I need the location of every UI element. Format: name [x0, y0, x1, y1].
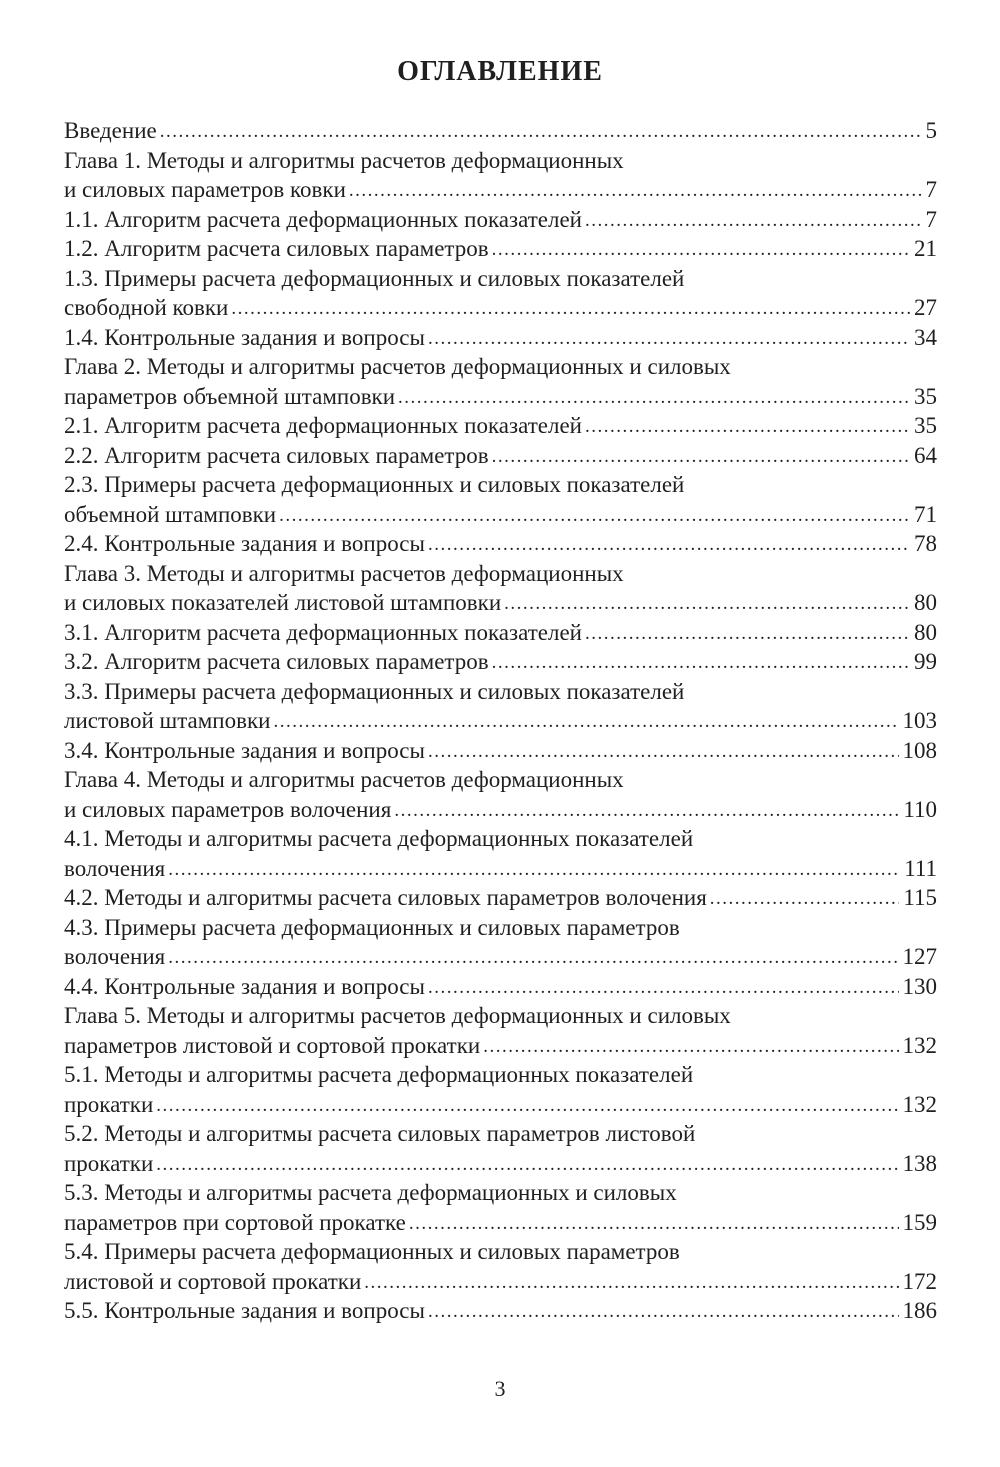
toc-entry-line: [64, 1178, 937, 1208]
dot-leader: [279, 499, 910, 531]
toc-entry-line: [64, 352, 937, 382]
toc-entry-text: 2.4. Контрольные задания и вопросы: [64, 531, 425, 556]
toc-entry-line: [64, 1119, 937, 1149]
toc-entry: [64, 913, 937, 972]
toc-page-number: 108: [902, 737, 937, 763]
toc-entry-line: [64, 1296, 937, 1326]
dot-leader: [394, 794, 899, 826]
toc-page-number: 35: [914, 413, 937, 438]
toc-entry-line: [64, 529, 937, 559]
dot-leader: [160, 115, 922, 147]
dot-leader: [492, 440, 910, 472]
dot-leader: [710, 882, 900, 914]
toc-entry-text: 2.1. Алгоритм расчета деформационных показателей: [64, 413, 582, 438]
toc-entry-text: 5.1. Методы и алгоритмы расчета деформационных показателей: [64, 1062, 694, 1087]
dot-leader: [585, 617, 910, 649]
toc-page-number: 7: [925, 177, 937, 202]
toc-entry-text: 5.5. Контрольные задания и вопросы: [64, 1298, 425, 1323]
toc-page-number: 35: [914, 383, 937, 409]
toc-entry-text: 1.1. Алгоритм расчета деформационных показателей: [64, 206, 582, 232]
toc-entry-text: 1.3. Примеры расчета деформационных и силовых показателей: [64, 265, 685, 291]
toc-entry: [64, 559, 937, 618]
toc-entry-text: и силовых параметров волочения: [64, 796, 392, 822]
dot-leader: [504, 587, 910, 619]
dot-leader: [409, 1207, 899, 1239]
toc-entry-line: [64, 706, 937, 736]
toc-entry: [64, 441, 937, 471]
toc-page-number: 80: [914, 590, 937, 615]
toc-entry-text: 1.4. Контрольные задания и вопросы: [64, 324, 425, 350]
toc-entry-text: 4.2. Методы и алгоритмы расчета силовых параметров волочения: [64, 885, 707, 910]
dot-leader: [483, 1030, 898, 1062]
dot-leader: [156, 1148, 898, 1180]
toc-entry-line: [64, 618, 937, 648]
toc-entry-text: свободной ковки: [64, 295, 229, 320]
toc-entry-line: [64, 1267, 937, 1297]
toc-entry: [64, 1001, 937, 1060]
dot-leader: [428, 322, 910, 354]
dot-leader: [428, 735, 899, 767]
toc-entry-text: параметров объемной штамповки: [64, 383, 396, 409]
toc-entry-line: [64, 1090, 937, 1120]
dot-leader: [168, 941, 898, 973]
toc-entry-line: [64, 1149, 937, 1179]
toc-page-number: 132: [902, 1032, 937, 1058]
toc-page-number: 186: [902, 1298, 937, 1323]
toc-page-number: 71: [914, 501, 937, 527]
page-number: 3: [494, 1376, 506, 1401]
toc-entry: [64, 618, 937, 648]
toc-entry-text: Глава 1. Методы и алгоритмы расчетов деформационных: [64, 147, 624, 173]
toc-entry-text: Глава 4. Методы и алгоритмы расчетов деформационных: [64, 767, 624, 792]
toc-entry-text: 2.2. Алгоритм расчета силовых параметров: [64, 442, 489, 468]
dot-leader: [492, 646, 910, 678]
toc-entry-line: [64, 647, 937, 677]
toc-entry: [64, 1060, 937, 1119]
toc-entry-line: [64, 1001, 937, 1031]
toc-page-number: 132: [902, 1091, 937, 1117]
toc-page-number: 27: [914, 295, 937, 320]
dot-leader: [428, 528, 910, 560]
toc-entry-text: и силовых показателей листовой штамповки: [64, 590, 502, 615]
toc-entry: [64, 1119, 937, 1178]
toc-entry-text: 3.1. Алгоритм расчета деформационных показателей: [64, 619, 582, 645]
toc-entry-line: [64, 588, 937, 618]
dot-leader: [492, 233, 910, 265]
toc-entry-line: [64, 470, 937, 500]
toc-entry-line: [64, 736, 937, 766]
toc-page-number: 21: [914, 236, 937, 261]
toc-entry: [64, 352, 937, 411]
dot-leader: [428, 971, 899, 1003]
toc-entry: [64, 323, 937, 353]
toc-entry: [64, 264, 937, 323]
toc-entry-text: волочения: [64, 855, 166, 881]
dot-leader: [428, 1295, 899, 1327]
toc-entry-text: 4.4. Контрольные задания и вопросы: [64, 973, 425, 999]
toc-entry-text: объемной штамповки: [64, 501, 277, 527]
toc-entry: [64, 1296, 937, 1326]
toc-entry-text: параметров листовой и сортовой прокатки: [64, 1032, 481, 1058]
toc-entry: [64, 1178, 937, 1237]
toc-entry: [64, 1237, 937, 1296]
toc-entry-text: 4.3. Примеры расчета деформационных и силовых параметров: [64, 914, 680, 940]
toc-page-number: 78: [914, 531, 937, 556]
toc-entry-line: [64, 1031, 937, 1061]
page-title: ОГЛАВЛЕНИЕ: [397, 56, 603, 87]
toc-entry-line: [64, 411, 937, 441]
dot-leader: [585, 410, 910, 442]
toc-entry-line: [64, 234, 937, 264]
toc-entry-text: Глава 2. Методы и алгоритмы расчетов деформационных и силовых: [64, 354, 731, 379]
toc-page-number: 127: [902, 944, 937, 969]
toc-entry-text: 5.3. Методы и алгоритмы расчета деформационных и силовых: [64, 1180, 677, 1205]
toc-page-number: 103: [902, 708, 937, 733]
toc-page-number: 172: [902, 1268, 937, 1294]
toc-entry-line: [64, 972, 937, 1002]
toc-page-number: 64: [914, 442, 937, 468]
toc-entry: [64, 529, 937, 559]
dot-leader: [364, 1266, 898, 1298]
toc-entry-text: прокатки: [64, 1150, 154, 1176]
toc-entry-text: 5.2. Методы и алгоритмы расчета силовых параметров листовой: [64, 1121, 696, 1146]
toc-page-number: 80: [914, 619, 937, 645]
toc-entry: [64, 765, 937, 824]
toc-page-number: 34: [914, 324, 937, 350]
dot-leader: [156, 1089, 898, 1121]
toc-entry-text: волочения: [64, 944, 166, 969]
toc-page-number: 130: [902, 973, 937, 999]
toc-entry-line: [64, 382, 937, 412]
dot-leader: [273, 705, 898, 737]
toc-entry-line: [64, 146, 937, 176]
toc-entry-text: листовой и сортовой прокатки: [64, 1268, 362, 1294]
toc-entry-text: 2.3. Примеры расчета деформационных и силовых показателей: [64, 472, 685, 497]
toc-entry-text: Глава 3. Методы и алгоритмы расчетов деформационных: [64, 560, 624, 586]
toc-entry-line: [64, 854, 937, 884]
toc-entry: [64, 205, 937, 235]
toc-entry-text: Глава 5. Методы и алгоритмы расчетов деформационных и силовых: [64, 1003, 731, 1028]
toc-entry-line: [64, 883, 937, 913]
toc-entry-line: [64, 323, 937, 353]
toc-entry-line: [64, 205, 937, 235]
toc-entry-text: и силовых параметров ковки: [64, 177, 346, 202]
toc-entry-line: [64, 765, 937, 795]
toc-page-number: 159: [902, 1209, 937, 1235]
dot-leader: [585, 204, 922, 236]
toc-entry-text: 1.2. Алгоритм расчета силовых параметров: [64, 236, 489, 261]
toc-entry-text: прокатки: [64, 1091, 154, 1117]
dot-leader: [349, 174, 922, 206]
toc-entry-line: [64, 1060, 937, 1090]
toc-entry-text: листовой штамповки: [64, 708, 271, 733]
toc-page-number: 138: [902, 1150, 937, 1176]
toc-entry: [64, 116, 937, 146]
toc-entry-text: 4.1. Методы и алгоритмы расчета деформационных показателей: [64, 826, 694, 851]
toc-entry-line: [64, 500, 937, 530]
toc-entry: [64, 972, 937, 1002]
toc-entry-line: [64, 175, 937, 205]
toc-entry-line: [64, 677, 937, 707]
toc-entry-text: 3.2. Алгоритм расчета силовых параметров: [64, 649, 489, 674]
toc-entry-line: [64, 795, 937, 825]
toc-entry-line: [64, 293, 937, 323]
toc-entry-text: 5.4. Примеры расчета деформационных и силовых параметров: [64, 1239, 680, 1264]
toc-entry-line: [64, 441, 937, 471]
toc-page-number: 99: [914, 649, 937, 674]
toc-entry: [64, 824, 937, 883]
toc-entry: [64, 146, 937, 205]
toc-entry-line: [64, 913, 937, 943]
table-of-contents: [64, 116, 937, 1326]
toc-entry: [64, 470, 937, 529]
toc-entry-line: [64, 1208, 937, 1238]
toc-entry-line: [64, 559, 937, 589]
toc-entry-text: Введение: [64, 118, 157, 143]
toc-entry-text: 3.3. Примеры расчета деформационных и силовых показателей: [64, 678, 685, 704]
toc-entry: [64, 647, 937, 677]
toc-entry-line: [64, 942, 937, 972]
toc-entry: [64, 234, 937, 264]
toc-entry: [64, 736, 937, 766]
toc-entry-line: [64, 824, 937, 854]
dot-leader: [398, 381, 910, 413]
toc-entry-text: параметров при сортовой прокатке: [64, 1209, 406, 1235]
toc-page-number: 110: [903, 796, 937, 822]
toc-page-number: 111: [904, 855, 937, 881]
toc-entry-line: [64, 1237, 937, 1267]
toc-entry: [64, 883, 937, 913]
dot-leader: [231, 292, 910, 324]
toc-entry-line: [64, 116, 937, 146]
toc-entry: [64, 411, 937, 441]
dot-leader: [168, 853, 900, 885]
toc-page-number: 5: [925, 118, 937, 143]
toc-entry: [64, 677, 937, 736]
toc-entry-line: [64, 264, 937, 294]
toc-page-number: 115: [903, 885, 937, 910]
toc-page-number: 7: [925, 206, 937, 232]
toc-entry-text: 3.4. Контрольные задания и вопросы: [64, 737, 425, 763]
